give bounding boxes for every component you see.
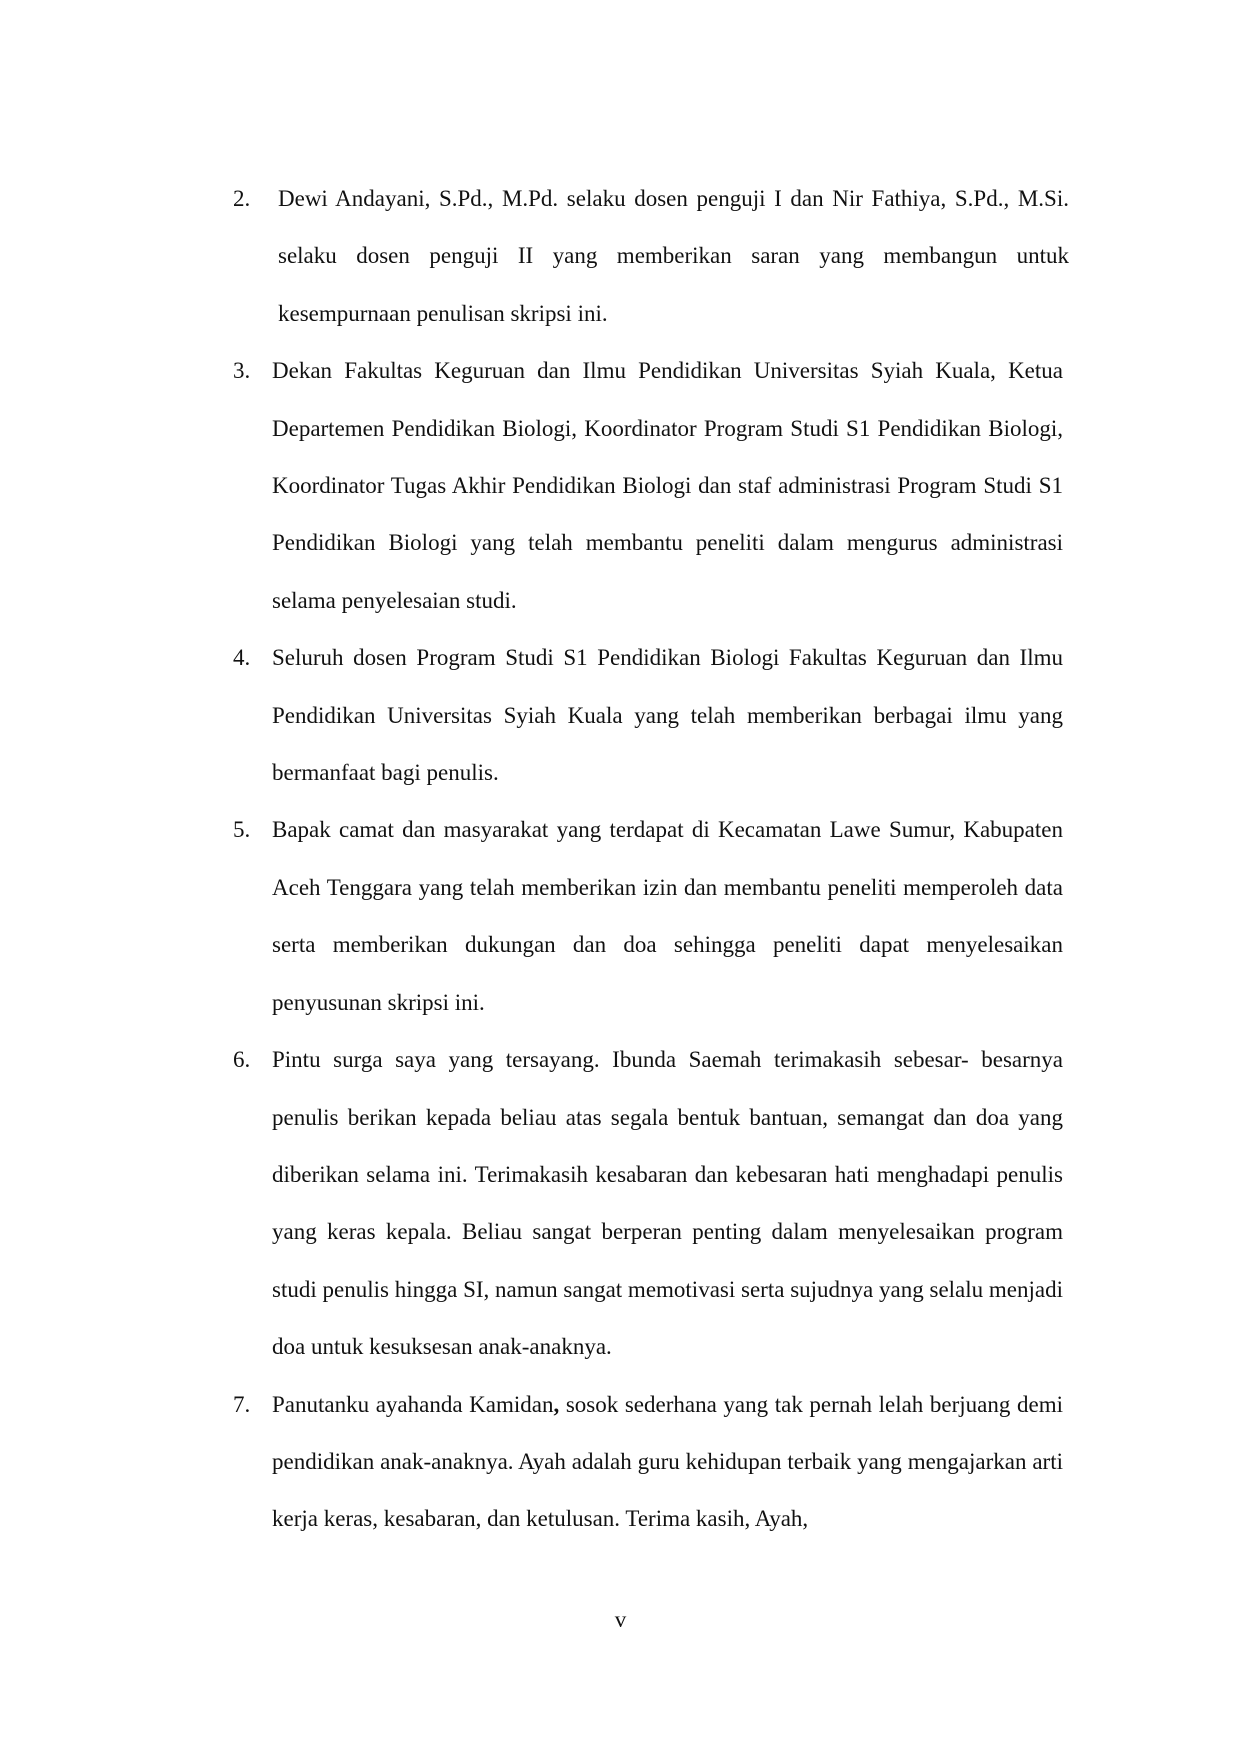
- list-number: 5.: [233, 817, 251, 843]
- list-item-7: [233, 1376, 1063, 1548]
- list-item-3: [233, 342, 1063, 629]
- page-number: v: [614, 1607, 627, 1632]
- list-item-5: [233, 801, 1063, 1031]
- list-text-part: sosok sederhana yang tak pernah lelah berjuang demi pendidikan anak-anaknya. Ayah adalah guru kehidupan terbaik yang mengajarkan arti kerja keras, kesabaran, dan ketulusan. Terima kasih, Ayah,: [272, 1391, 1063, 1532]
- list-item-6: [233, 1031, 1063, 1375]
- list-text-part: Panutanku ayahanda Kamidan: [272, 1391, 554, 1417]
- list-text: Bapak camat dan masyarakat yang terdapat di Kecamatan Lawe Sumur, Kabupaten Aceh Tenggara yang telah memberikan izin dan membantu peneliti memperoleh data serta memberikan dukungan dan doa sehingga peneliti dapat menyelesaikan penyusunan skripsi ini.: [272, 817, 1063, 1015]
- list-text: Dekan Fakultas Keguruan dan Ilmu Pendidikan Universitas Syiah Kuala, Ketua Departemen Pendidikan Biologi, Koordinator Program Studi S1 Pendidikan Biologi, Koordinator Tugas Akhir Pendidikan Biologi dan staf administrasi Program Studi S1 Pendidikan Biologi yang telah membantu peneliti dalam mengurus administrasi selama penyelesaian studi.: [272, 358, 1063, 613]
- list-text: Seluruh dosen Program Studi S1 Pendidikan Biologi Fakultas Keguruan dan Ilmu Pendidikan Universitas Syiah Kuala yang telah memberikan berbagai ilmu yang bermanfaat bagi penulis.: [272, 645, 1063, 786]
- list-text: [272, 1376, 1063, 1548]
- list-item-2: [233, 170, 1069, 342]
- list-item-4: [233, 629, 1063, 801]
- list-number: 3.: [233, 358, 251, 384]
- list-text: Dewi Andayani, S.Pd., M.Pd. selaku dosen penguji I dan Nir Fathiya, S.Pd., M.Si. selaku dosen penguji II yang memberikan saran yang membangun untuk kesempurnaan penulisan skripsi ini.: [278, 186, 1069, 326]
- list-number: 2.: [233, 186, 251, 211]
- bold-comma: ,: [553, 1391, 560, 1417]
- list-text: Pintu surga saya yang tersayang. Ibunda Saemah terimakasih sebesar- besarnya penulis berikan kepada beliau atas segala bentuk bantuan, semangat dan doa yang diberikan selama ini. Terimakasih kesabaran dan kebesaran hati menghadapi penulis yang keras kepala. Beliau sangat berperan penting dalam menyelesaikan program studi penulis hingga SI, namun sangat memotivasi serta sujudnya yang selalu menjadi doa untuk kesuksesan anak-anaknya.: [272, 1047, 1063, 1360]
- list-number: 4.: [233, 645, 251, 671]
- list-number: 6.: [233, 1047, 251, 1073]
- acknowledgement-list: [233, 170, 1069, 1548]
- list-number: 7.: [233, 1391, 251, 1417]
